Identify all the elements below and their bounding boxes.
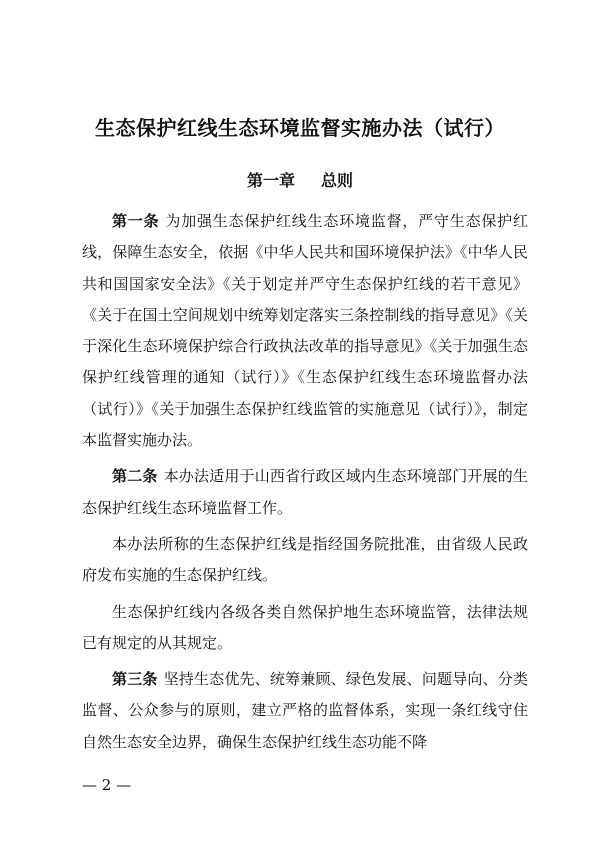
paragraph-article-2 xyxy=(82,461,528,524)
chapter-label: 第一章 xyxy=(246,171,295,190)
paragraph-text: 坚持生态优先、统筹兼顾、绿色发展、问题导向、分类监督、公众参与的原则，建立严格的监督体系，实现一条红线守住自然生态安全边界，确保生态保护红线生态功能不降 xyxy=(82,670,528,751)
page-number: — 2 — xyxy=(82,776,132,794)
document-body xyxy=(82,206,528,763)
paragraph-text: 本办法适用于山西省行政区域内生态环境部门开展的生态保护红线生态环境监督工作。 xyxy=(82,467,528,517)
paragraph-article-3 xyxy=(82,664,528,758)
paragraph-text: 为加强生态保护红线生态环境监督，严守生态保护红线，保障生态安全，依据《中华人民共和国环境保护法》《中华人民共和国国家安全法》《关于划定并严守生态保护红线的若干意见》《关于在国土空间规划中统筹划定落实三条控制线的指导意见》《关于深化生态环境保护综合行政执法改革的指导意见》《关于加强生态保护红线管理的通知（试行）》《生态保护红线生态环境监督办法（试行）》《关于加强生态保护红线监管的实施意见（试行）》，制定本监督实施办法。 xyxy=(82,212,528,450)
paragraph-scope-definition xyxy=(82,529,528,592)
paragraph-text: 生态保护红线内各级各类自然保护地生态环境监管，法律法规已有规定的从其规定。 xyxy=(82,602,528,652)
chapter-name: 总则 xyxy=(321,171,354,190)
article-label: 第二条 xyxy=(112,467,158,486)
article-label: 第三条 xyxy=(112,670,158,689)
chapter-heading xyxy=(0,168,600,191)
paragraph-article-1 xyxy=(82,206,528,456)
paragraph-text: 本办法所称的生态保护红线是指经国务院批准，由省级人民政府发布实施的生态保护红线。 xyxy=(82,534,528,585)
paragraph-scope-exception xyxy=(82,597,528,660)
article-label: 第一条 xyxy=(112,212,160,230)
document-title: 生态保护红线生态环境监督实施办法（试行） xyxy=(95,116,505,140)
